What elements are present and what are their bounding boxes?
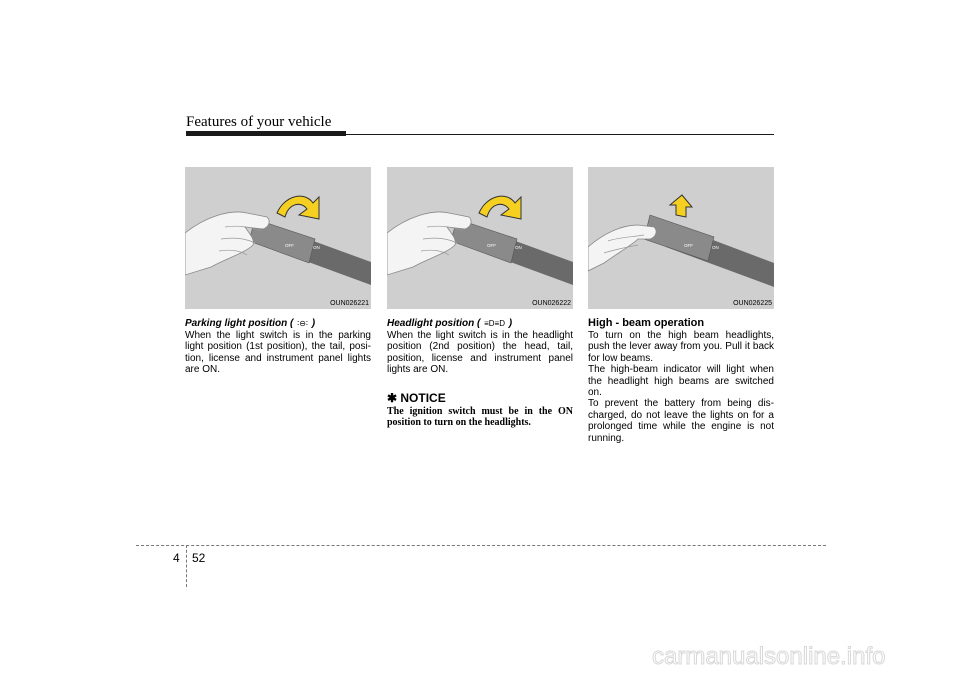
column-headlight [387, 167, 573, 429]
headlight-icon: ≡D≡D [484, 319, 505, 328]
chapter-number: 4 [173, 551, 180, 565]
section-heading [387, 317, 573, 330]
section-heading [185, 317, 371, 330]
lever-label-off: OFF [684, 243, 693, 248]
watermark-logo [652, 643, 952, 669]
heading-text: Parking light position ( [185, 318, 294, 329]
notice-title: ✱ NOTICE [387, 390, 446, 405]
parking-light-icon: ∶⊖∶ [297, 319, 308, 328]
heading-text: Headlight position ( [387, 318, 481, 329]
heading-close: ) [311, 318, 316, 329]
image-caption: OUN026225 [733, 300, 772, 307]
lever-hand-illustration [588, 167, 774, 309]
lever-hand-illustration [185, 167, 371, 309]
lever-hand-illustration [387, 167, 573, 309]
section-body: When the light switch is in the parking light position (1st position), the tail, posi-tion, license and instrument panel lights are ON. [185, 330, 371, 376]
column-parking-light [185, 167, 371, 376]
illustration-headlight [387, 167, 573, 309]
section-heading: High - beam operation [588, 317, 705, 329]
heading-close: ) [508, 318, 513, 329]
section-paragraph: The high-beam indicator will light when the headlight high beams are switched on. [588, 364, 774, 399]
section-paragraph: To prevent the battery from being dis-charged, do not leave the lights on for a prolonged time while the engine is not running. [588, 398, 774, 444]
illustration-parking-light [185, 167, 371, 309]
header-title: Features of your vehicle [186, 114, 332, 130]
section-body: When the light switch is in the headlight position (2nd position) the head, tail, position, license and instrument panel lights are ON. [387, 330, 573, 376]
column-high-beam [588, 167, 774, 444]
image-caption: OUN026221 [330, 300, 369, 307]
lever-label-off: OFF [487, 243, 496, 248]
lever-label-on: ON [313, 245, 320, 250]
footer-divider [186, 545, 187, 587]
image-caption: OUN026222 [532, 300, 571, 307]
watermark-text: carmanualsonline.info [652, 643, 886, 669]
illustration-high-beam [588, 167, 774, 309]
header-rule-thin [186, 134, 774, 135]
footer-rule [136, 545, 826, 546]
lever-label-off: OFF [285, 243, 294, 248]
page-number: 52 [192, 551, 206, 565]
lever-label-on: ON [515, 245, 522, 250]
section-paragraph: To turn on the high beam headlights, push the lever away from you. Pull it back for low beams. [588, 330, 774, 364]
lever-label-on: ON [712, 245, 719, 250]
notice-body: The ignition switch must be in the ON position to turn on the headlights. [387, 405, 573, 429]
